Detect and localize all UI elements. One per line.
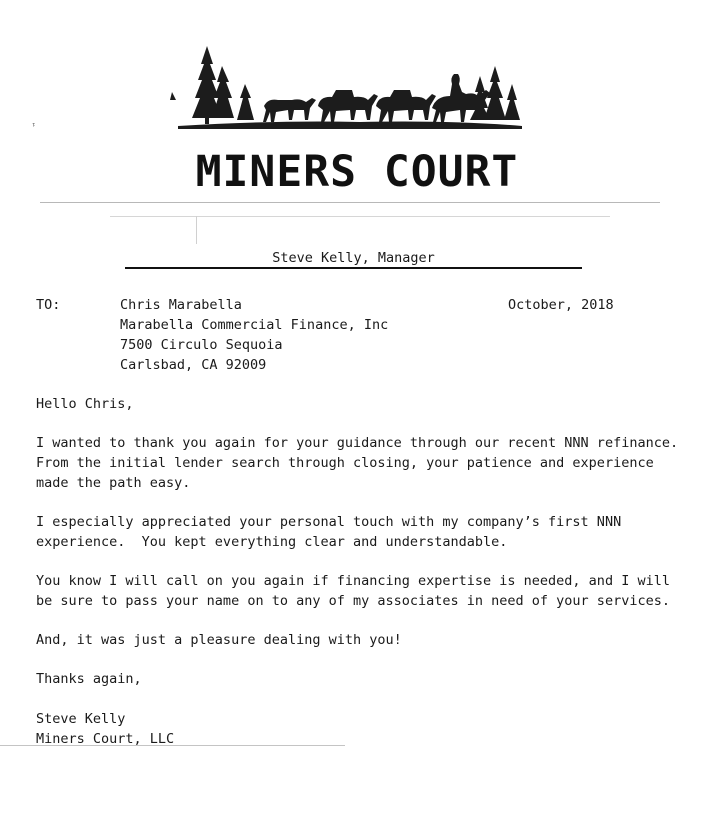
signature-name: Steve Kelly xyxy=(36,711,126,727)
brand-title: MINERS COURT xyxy=(195,147,519,197)
to-label: TO: xyxy=(36,297,61,313)
scan-rule-faint xyxy=(110,216,610,217)
closing: Thanks again, xyxy=(36,671,142,687)
recipient-name: Chris Marabella xyxy=(120,297,242,313)
paragraph-4: And, it was just a pleasure dealing with you! xyxy=(36,632,402,648)
scan-speck: ᵎ xyxy=(31,122,37,132)
manager-line: Steve Kelly, Manager xyxy=(272,250,435,266)
greeting: Hello Chris, xyxy=(36,396,134,412)
signature-company: Miners Court, LLC xyxy=(36,731,175,747)
scan-rule xyxy=(40,202,660,203)
paragraph-2-line-2: experience. You kept everything clear and understandable. xyxy=(36,534,508,550)
recipient-company: Marabella Commercial Finance, Inc xyxy=(120,317,389,333)
paragraph-3-line-2: be sure to pass your name on to any of my associates in need of your services. xyxy=(36,593,670,609)
letter-date: October, 2018 xyxy=(508,297,614,313)
paragraph-3-line-1: You know I will call on you again if financing expertise is needed, and I will xyxy=(36,573,670,589)
scan-tick xyxy=(196,216,197,244)
paragraph-1-line-3: made the path easy. xyxy=(36,475,191,491)
scan-bottom-rule xyxy=(0,745,345,746)
letterhead-rule xyxy=(125,267,582,269)
miners-court-logo xyxy=(160,40,530,132)
paragraph-2-line-1: I especially appreciated your personal touch with my company’s first NNN xyxy=(36,514,622,530)
paragraph-1-line-2: From the initial lender search through closing, your patience and experience xyxy=(36,455,654,471)
recipient-street: 7500 Circulo Sequoia xyxy=(120,337,283,353)
recipient-city: Carlsbad, CA 92009 xyxy=(120,357,267,373)
paragraph-1-line-1: I wanted to thank you again for your guidance through our recent NNN refinance. xyxy=(36,435,679,451)
